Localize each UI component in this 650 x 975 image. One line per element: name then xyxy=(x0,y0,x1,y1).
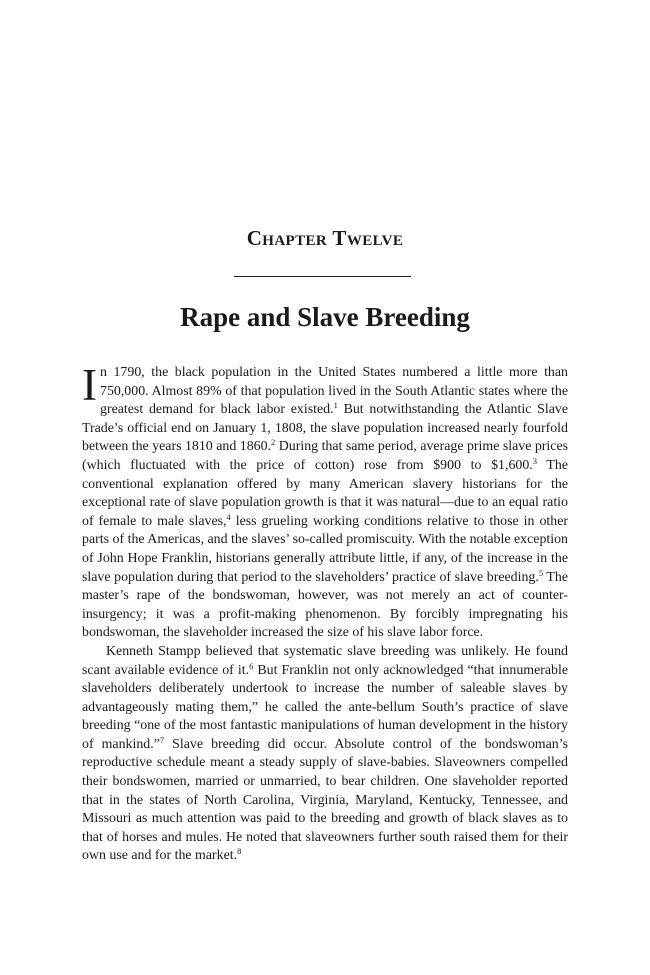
text-run: Kenneth Stampp believed that systematic slave breeding was unlikely. He found scant available evidence of it. xyxy=(82,643,568,678)
text-run: But Franklin not only acknowledged “that innumerable slaveholders deliberately undertook to increase the number of saleable slaves by advantageously mating them,” he called the ante-bellum South’s practice of slave breeding “one of the most fantastic manipulations of human development in the history of mankind.” xyxy=(82,662,568,752)
footnote-ref: 4 xyxy=(226,511,231,522)
body-text xyxy=(82,360,569,866)
text-run: But notwithstanding the Atlantic Slave Trade’s official end on January 1, 1808, the slave population increased nearly fourfold between the years 1810 and 1860. xyxy=(82,402,568,455)
footnote-ref: 2 xyxy=(271,437,276,448)
text-run: less grueling working conditions relative to those in other parts of the Americas, and the slaves’ so-called promiscuity. With the notable exception of John Hope Franklin, historians generally attribute little, if any, of the increase in the slave population during that period to the slaveholders’ practice of slave breeding. xyxy=(82,513,568,585)
footnote-ref: 1 xyxy=(333,400,338,411)
chapter-label: Chapter Twelve xyxy=(246,226,404,250)
text-run: During that same period, average prime slave prices (which fluctuated with the price of cotton) rose from $900 to $1,600. xyxy=(82,439,569,473)
drop-cap: I xyxy=(82,360,97,410)
paragraph xyxy=(82,360,569,643)
text-run: Slave breeding did occur. Absolute control of the bondswoman’s reproductive schedule meant a steady supply of slave-babies. Slaveowners compelled their bondswomen, married or unmarried, to bear children. One slaveholder reported that in the states of North Carolina, Virginia, Maryland, Kentucky, Tennessee, and Missouri as much attention was paid to the breeding and growth of black slaves as to that of horses and mules. He noted that slaveowners further south raised them for their own use and for the market. xyxy=(82,736,568,864)
footnote-ref: 7 xyxy=(159,734,165,745)
text-run: The master’s rape of the bondswoman, however, was not merely an act of counter-insurgency; it was a profit-making phenomenon. By forcibly impregnating his bondswoman, the slaveholder increased the size of his slave labor force. xyxy=(82,569,568,641)
footnote-ref: 8 xyxy=(237,846,242,857)
chapter-divider-rule xyxy=(234,276,411,277)
paragraph xyxy=(82,643,568,866)
text-run: n 1790, the black population in the United States numbered a little more than 750,000. Almost 89% of that population lived in the South Atlantic states where the greatest demand for black labor existed. xyxy=(100,365,568,418)
footnote-ref: 3 xyxy=(532,455,538,466)
footnote-ref: 5 xyxy=(538,567,544,578)
chapter-title: Rape and Slave Breeding xyxy=(180,302,470,332)
footnote-ref: 6 xyxy=(249,660,254,671)
text-run: The conventional explanation offered by many American slavery historians for the exceptional rate of slave population growth is that it was natural—due to an equal ratio of female to male slaves, xyxy=(82,457,568,529)
